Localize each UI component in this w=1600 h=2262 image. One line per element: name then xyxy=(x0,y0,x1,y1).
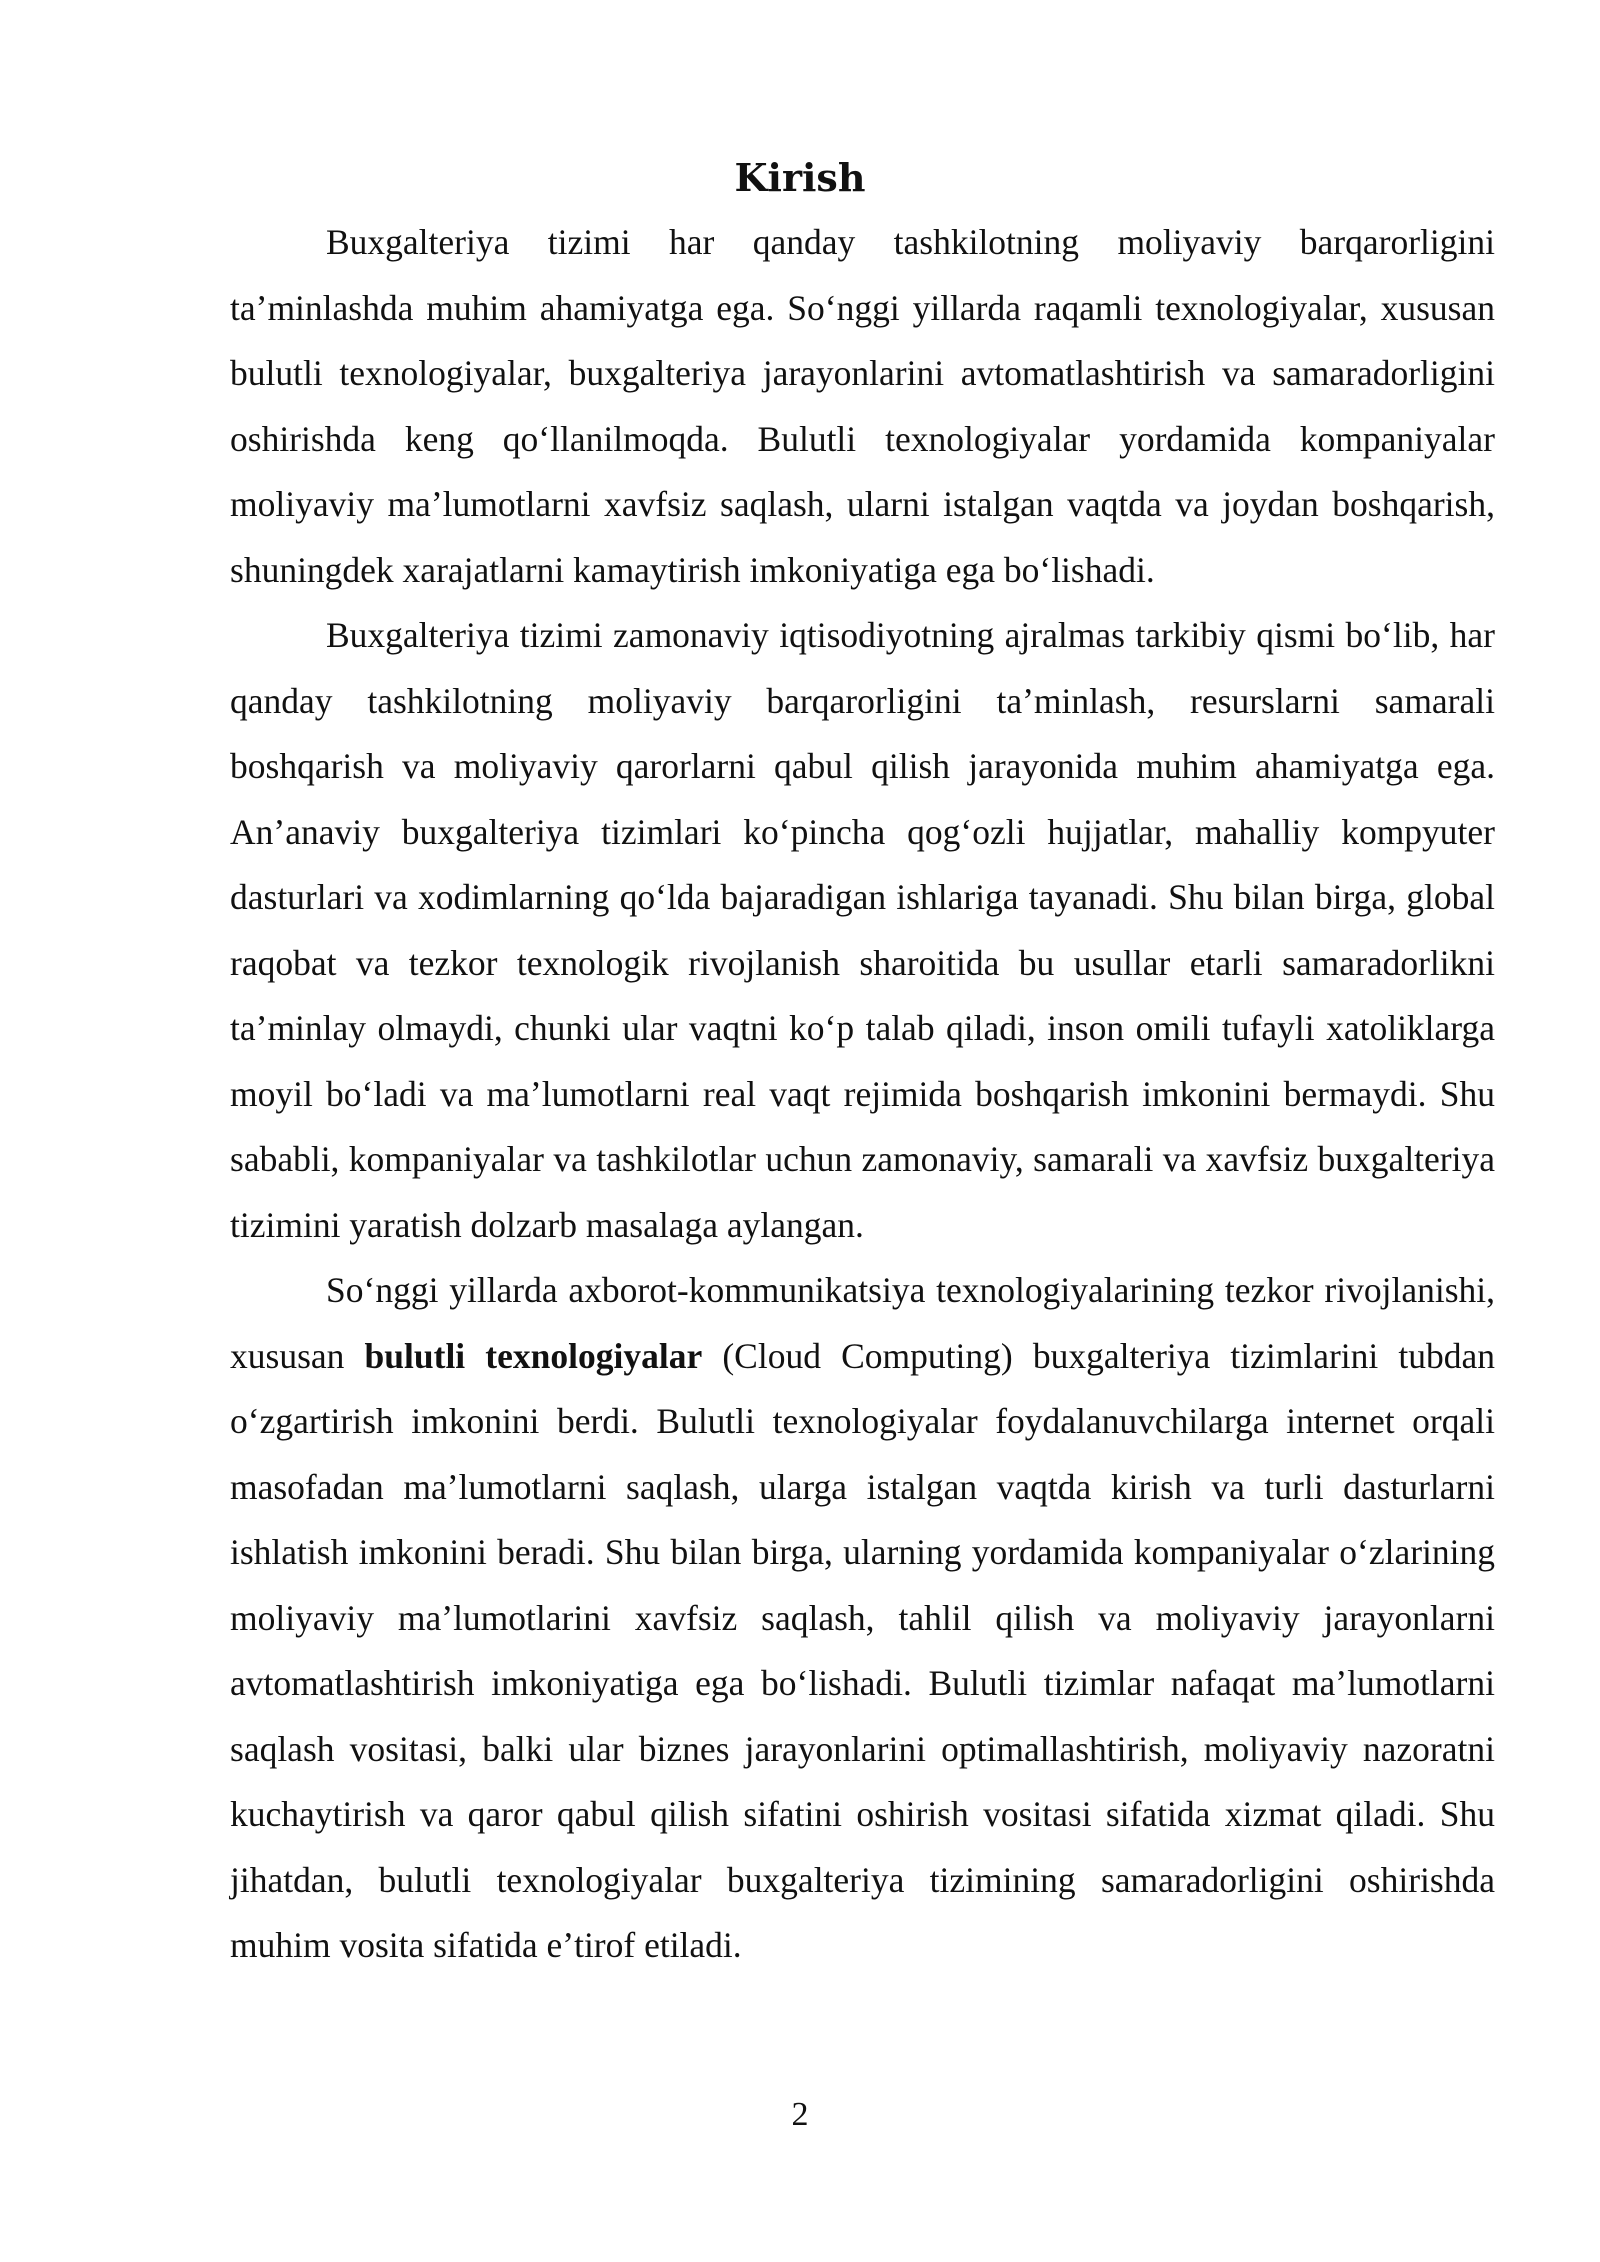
page-number: 2 xyxy=(791,2096,809,2133)
paragraph-1: Buxgalteriya tizimi har qanday tashkilotning moliyaviy barqarorligini taʼminlashda muhim ahamiyatga ega. Soʻnggi yillarda raqamli texnologiyalar, xususan bulutli texnologiyalar, buxgalteriya jarayonlarini avtomatlashtirish va samaradorligini oshirishda keng qoʻllanilmoqda. Bulutli texnologiyalar yordamida kompaniyalar moliyaviy maʼlumotlarni xavfsiz saqlash, ularni istalgan vaqtda va joydan boshqarish, shuningdek xarajatlarni kamaytirish imkoniyatiga ega boʻlishadi. xyxy=(230,222,1495,590)
section-heading: Kirish xyxy=(734,155,866,200)
paragraph-3-text-after: (Cloud Computing) buxgalteriya tizimlarini tubdan oʻzgartirish imkonini berdi. Bulutli texnologiyalar foydalanuvchilarga internet orqali masofadan maʼlumotlarni saqlash, ularga istalgan vaqtda kirish va turli dasturlarni ishlatish imkonini beradi. Shu bilan birga, ularning yordamida kompaniyalar oʻzlarining moliyaviy maʼlumotlarini xavfsiz saqlash, tahlil qilish va moliyaviy jarayonlarni avtomatlashtirish imkoniyatiga ega boʻlishadi. Bulutli tizimlar nafaqat maʼlumotlarni saqlash vositasi, balki ular biznes jarayonlarini optimallashtirish, moliyaviy nazoratni kuchaytirish va qaror qabul qilish sifatini oshirish vositasi sifatida xizmat qiladi. Shu jihatdan, bulutli texnologiyalar buxgalteriya tizimining samaradorligini oshirishda muhim vosita sifatida eʼtirof etiladi. xyxy=(230,1335,1496,1965)
paragraph-3-text-before: Soʻnggi yillarda axborot-kommunikatsiya texnologiyalarining tezkor rivojlanishi, xususan xyxy=(230,1270,1495,1376)
bold-term: bulutli texnologiyalar xyxy=(364,1335,703,1376)
body-text xyxy=(230,210,1495,1979)
paragraph-2: Buxgalteriya tizimi zamonaviy iqtisodiyotning ajralmas tarkibiy qismi boʻlib, har qanday tashkilotning moliyaviy barqarorligini taʼminlash, resurslarni samarali boshqarish va moliyaviy qarorlarni qabul qilish jarayonida muhim ahamiyatga ega. Anʼanaviy buxgalteriya tizimlari koʻpincha qogʻozli hujjatlar, mahalliy kompyuter dasturlari va xodimlarning qoʻlda bajaradigan ishlariga tayanadi. Shu bilan birga, global raqobat va tezkor texnologik rivojlanish sharoitida bu usullar etarli samaradorlikni taʼminlay olmaydi, chunki ular vaqtni koʻp talab qiladi, inson omili tufayli xatoliklarga moyil boʻladi va maʼlumotlarni real vaqt rejimida boshqarish imkonini bermaydi. Shu sababli, kompaniyalar va tashkilotlar uchun zamonaviy, samarali va xavfsiz buxgalteriya tizimini yaratish dolzarb masalaga aylangan. xyxy=(230,615,1495,1245)
paragraph-3 xyxy=(230,1258,1495,1979)
